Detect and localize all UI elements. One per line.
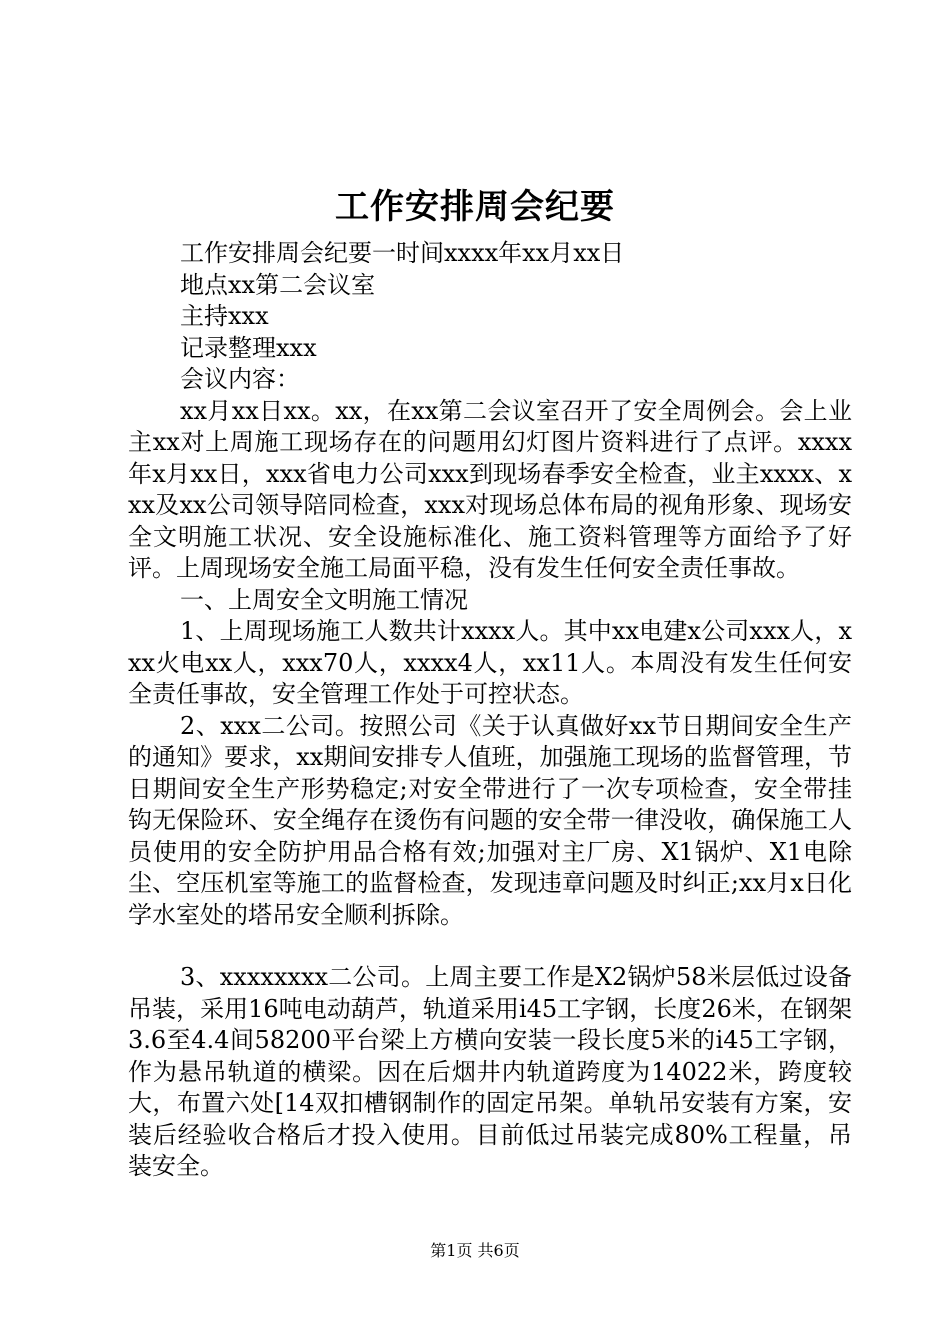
page-footer: 第1页 共6页 xyxy=(430,1241,520,1260)
meeting-time-line: 工作安排周会纪要一时间xxxx年xx月xx日 xyxy=(180,239,625,267)
item-2-paragraph: 2、xxx二公司。按照公司《关于认真做好xx节日期间安全生产的通知》要求，xx期间安排专人值班，加强施工现场的监督管理，节日期间安全生产形势稳定;对安全带进行了一次专项检查，安全带挂钩无保险环、安全绳存在烫伤有问题的安全带一律没收，确保施工人员使用的安全防护用品合格有效;加强对主厂房、X1锅炉、X1电除尘、空压机室等施工的监督检查，发现违章问题及时纠正;xx月x日化学水室处的塔吊安全顺利拆除。 xyxy=(128,711,852,929)
document-body xyxy=(128,238,852,1183)
item-3-paragraph: 3、xxxxxxxx二公司。上周主要工作是X2锅炉58米层低过设备吊装，采用16吨电动葫芦，轨道采用i45工字钢，长度26米，在钢架3.6至4.4间58200平台梁上方横向安装一段长度5米的i45工字钢，作为悬吊轨道的横梁。因在后烟井内轨道跨度为14022米，跨度较大，布置六处[14双扣槽钢制作的固定吊架。单轨吊安装有方案，安装后经验收合格后才投入使用。目前低过吊装完成80%工程量，吊装安全。 xyxy=(128,963,852,1180)
meeting-location-line: 地点xx第二会议室 xyxy=(180,270,376,299)
meeting-content-heading: 会议内容： xyxy=(180,365,300,393)
section-heading-safety: 一、上周安全文明施工情况 xyxy=(180,585,468,614)
meeting-summary-paragraph: xx月xx日xx。xx，在xx第二会议室召开了安全周例会。会上业主xx对上周施工现场存在的问题用幻灯图片资料进行了点评。xxxx年x月xx日，xxx省电力公司xxx到现场春季安全检查，业主xxxx、xxx及xx公司领导陪同检查，xxx对现场总体布局的视角形象、现场安全文明施工状况、安全设施标准化、施工资料管理等方面给予了好评。上周现场安全施工局面平稳，没有发生任何安全责任事故。 xyxy=(128,396,852,582)
meeting-recorder-line: 记录整理xxx xyxy=(180,333,317,362)
item-1-paragraph: 1、上周现场施工人数共计xxxx人。其中xx电建x公司xxx人，xxx火电xx人，xxx70人，xxxx4人，xx11人。本周没有发生任何安全责任事故，安全管理工作处于可控状态。 xyxy=(128,617,852,708)
document-title: 工作安排周会纪要 xyxy=(335,187,615,227)
meeting-host-line: 主持xxx xyxy=(180,302,269,330)
